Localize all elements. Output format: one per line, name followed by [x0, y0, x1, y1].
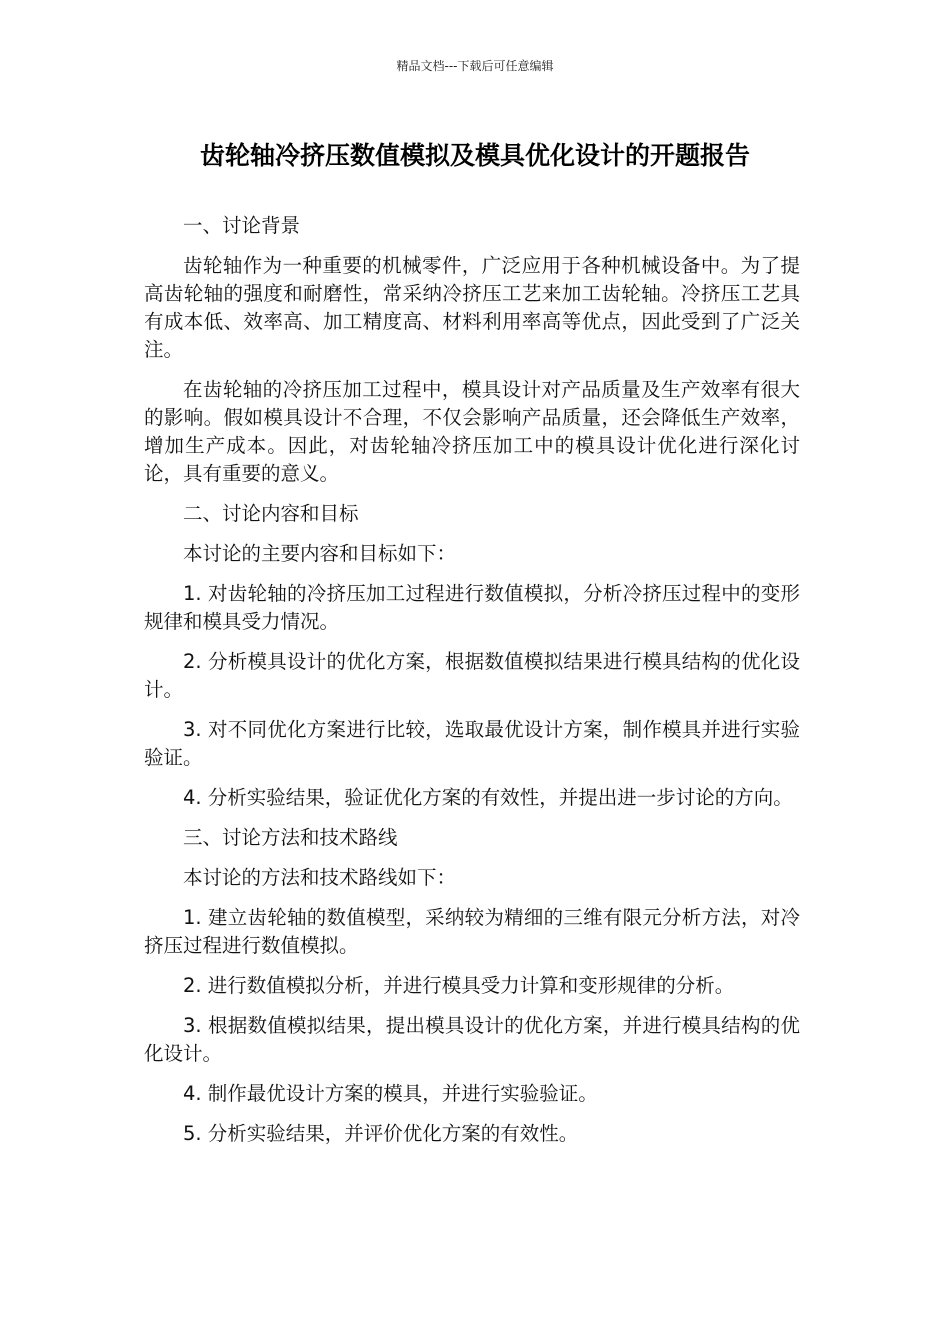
paragraph: 本讨论的主要内容和目标如下：: [183, 542, 457, 565]
paragraph: 齿轮轴作为一种重要的机械零件，广泛应用于各种机械设备中。为了提高齿轮轴的强度和耐磨性，常采纳冷挤压工艺来加工齿轮轴。冷挤压工艺具有成本低、效率高、加工精度高、材料利用率高等优点，因此受到了广泛关注。: [144, 254, 800, 361]
section-heading-content-goals: 二、讨论内容和目标: [183, 502, 359, 525]
paragraph: 在齿轮轴的冷挤压加工过程中，模具设计对产品质量及生产效率有很大的影响。假如模具设计不合理，不仅会影响产品质量，还会降低生产效率，增加生产成本。因此，对齿轮轴冷挤压加工中的模具设计优化进行深化讨论，具有重要的意义。: [144, 378, 800, 485]
list-item: 3. 对不同优化方案进行比较，选取最优设计方案，制作模具并进行实验验证。: [144, 718, 800, 769]
paragraph: 本讨论的方法和技术路线如下：: [183, 866, 457, 889]
section-heading-methods: 三、讨论方法和技术路线: [183, 826, 398, 849]
list-item: 4. 分析实验结果，验证优化方案的有效性，并提出进一步讨论的方向。: [183, 786, 793, 809]
list-item: 1. 建立齿轮轴的数值模型，采纳较为精细的三维有限元分析方法，对冷挤压过程进行数值模拟。: [144, 906, 800, 957]
document-title: 齿轮轴冷挤压数值模拟及模具优化设计的开题报告: [199, 141, 750, 170]
list-item: 2. 进行数值模拟分析，并进行模具受力计算和变形规律的分析。: [183, 974, 735, 997]
document-body: [144, 212, 800, 1160]
list-item: 3. 根据数值模拟结果，提出模具设计的优化方案，并进行模具结构的优化设计。: [144, 1014, 800, 1065]
list-item: 2. 分析模具设计的优化方案，根据数值模拟结果进行模具结构的优化设计。: [144, 650, 800, 701]
page-header: 精品文档---下载后可任意编辑: [396, 59, 554, 73]
list-item: 1. 对齿轮轴的冷挤压加工过程进行数值模拟，分析冷挤压过程中的变形规律和模具受力情况。: [144, 582, 800, 633]
list-item: 5. 分析实验结果，并评价优化方案的有效性。: [183, 1122, 579, 1145]
section-heading-background: 一、讨论背景: [183, 214, 301, 237]
list-item: 4. 制作最优设计方案的模具，并进行实验验证。: [183, 1082, 598, 1105]
